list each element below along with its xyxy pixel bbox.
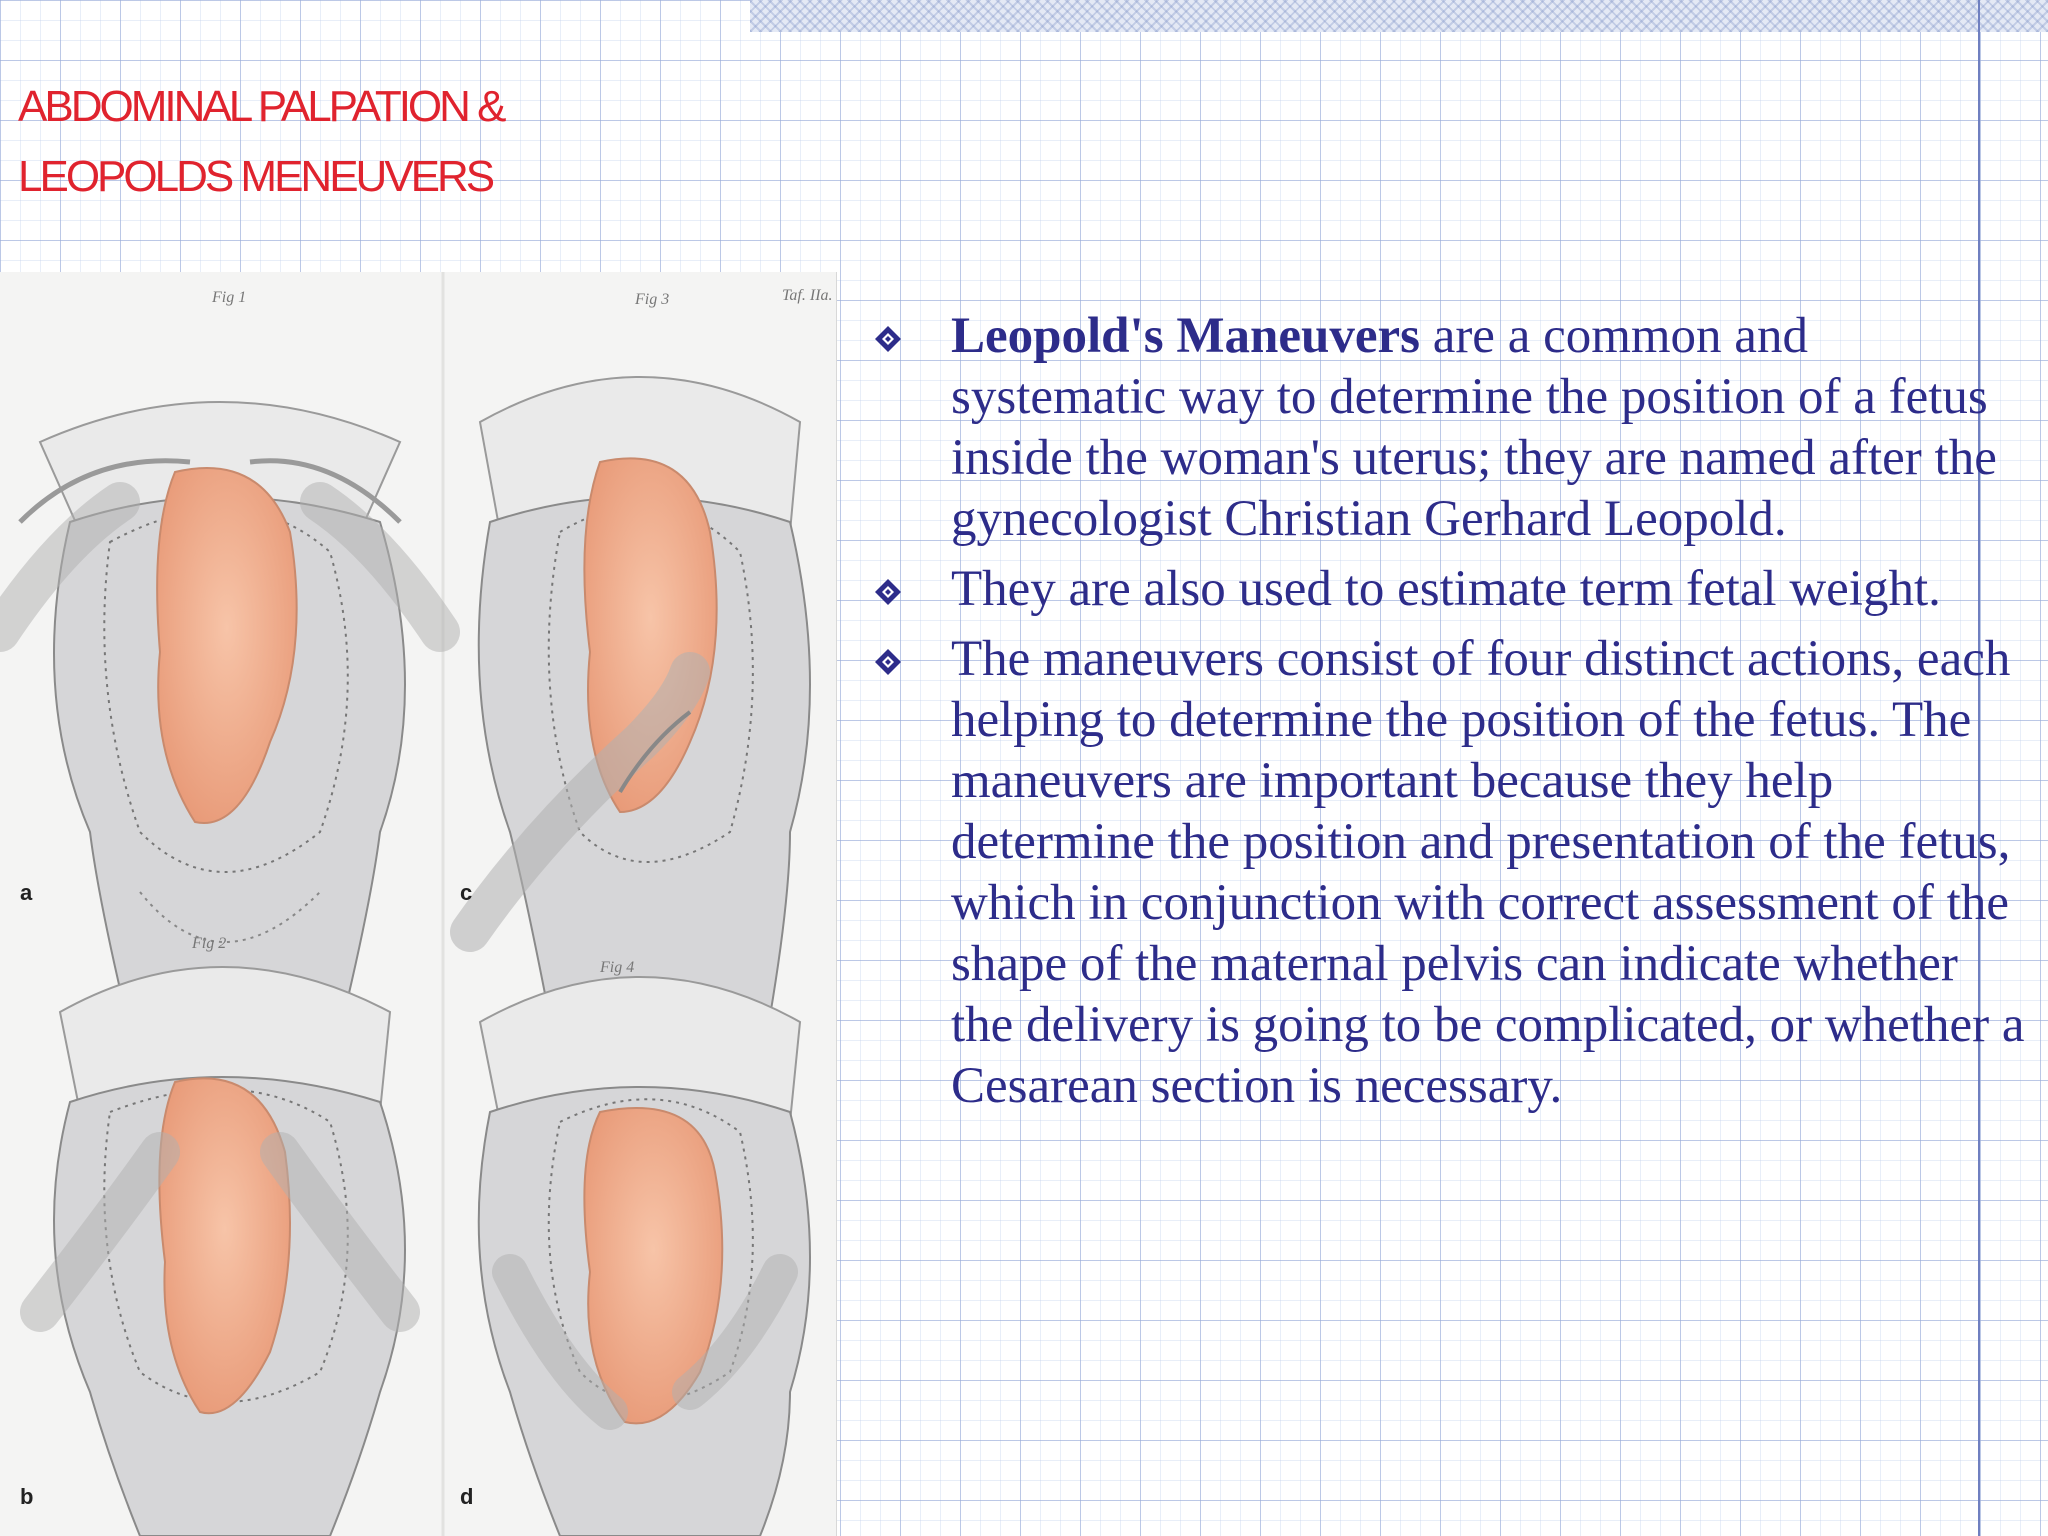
bullet-item [866,629,2026,1117]
bullet-item [866,306,2026,550]
panel-b-caption: Fig 2 [192,935,227,952]
bullet-text: are a common and systematic way to determine the position of a fetus inside the woman's uterus; they are named after the gynecologist Christian Gerhard Leopold. [951,308,1997,547]
panel-b-drawing [40,967,405,1536]
slide-title [18,72,658,212]
panel-b-letter: b [20,1484,34,1509]
diamond-bullet-icon [874,325,902,353]
plate-label: Taf. IIa. [782,287,833,304]
diamond-bullet-icon [874,578,902,606]
panel-c-caption: Fig 3 [635,291,670,308]
panel-d-drawing [479,977,810,1536]
leopold-maneuvers-illustration [0,272,837,1536]
panel-a-caption: Fig 1 [212,289,247,306]
slide-title-line-1: ABDOMINAL PALPATION & [18,82,504,131]
slide-title-line-2: LEOPOLDS MENEUVERS [18,152,493,201]
bullet-text: They are also used to estimate term fetal weight. [951,561,1941,617]
panel-d-letter: d [460,1484,474,1509]
diamond-bullet-icon [874,648,902,676]
panel-a-letter: a [20,880,33,905]
bullet-lead: Leopold's Maneuvers [951,308,1420,364]
panel-c-drawing [470,377,810,1072]
bullet-list [866,306,2026,1126]
panel-d-caption: Fig 4 [600,959,635,976]
bullet-text: The maneuvers consist of four distinct actions, each helping to determine the position of the fetus. The maneuvers are important because they help determine the position and presentation of the fetus, which in conjunction with correct assessment of the shape of the maternal pelvis can indicate whether the delivery is going to be complicated, or whether a Cesarean section is necessary. [951,631,2025,1114]
header-band [750,0,2048,32]
bullet-item [866,559,2026,620]
panel-c-letter: c [460,880,473,905]
